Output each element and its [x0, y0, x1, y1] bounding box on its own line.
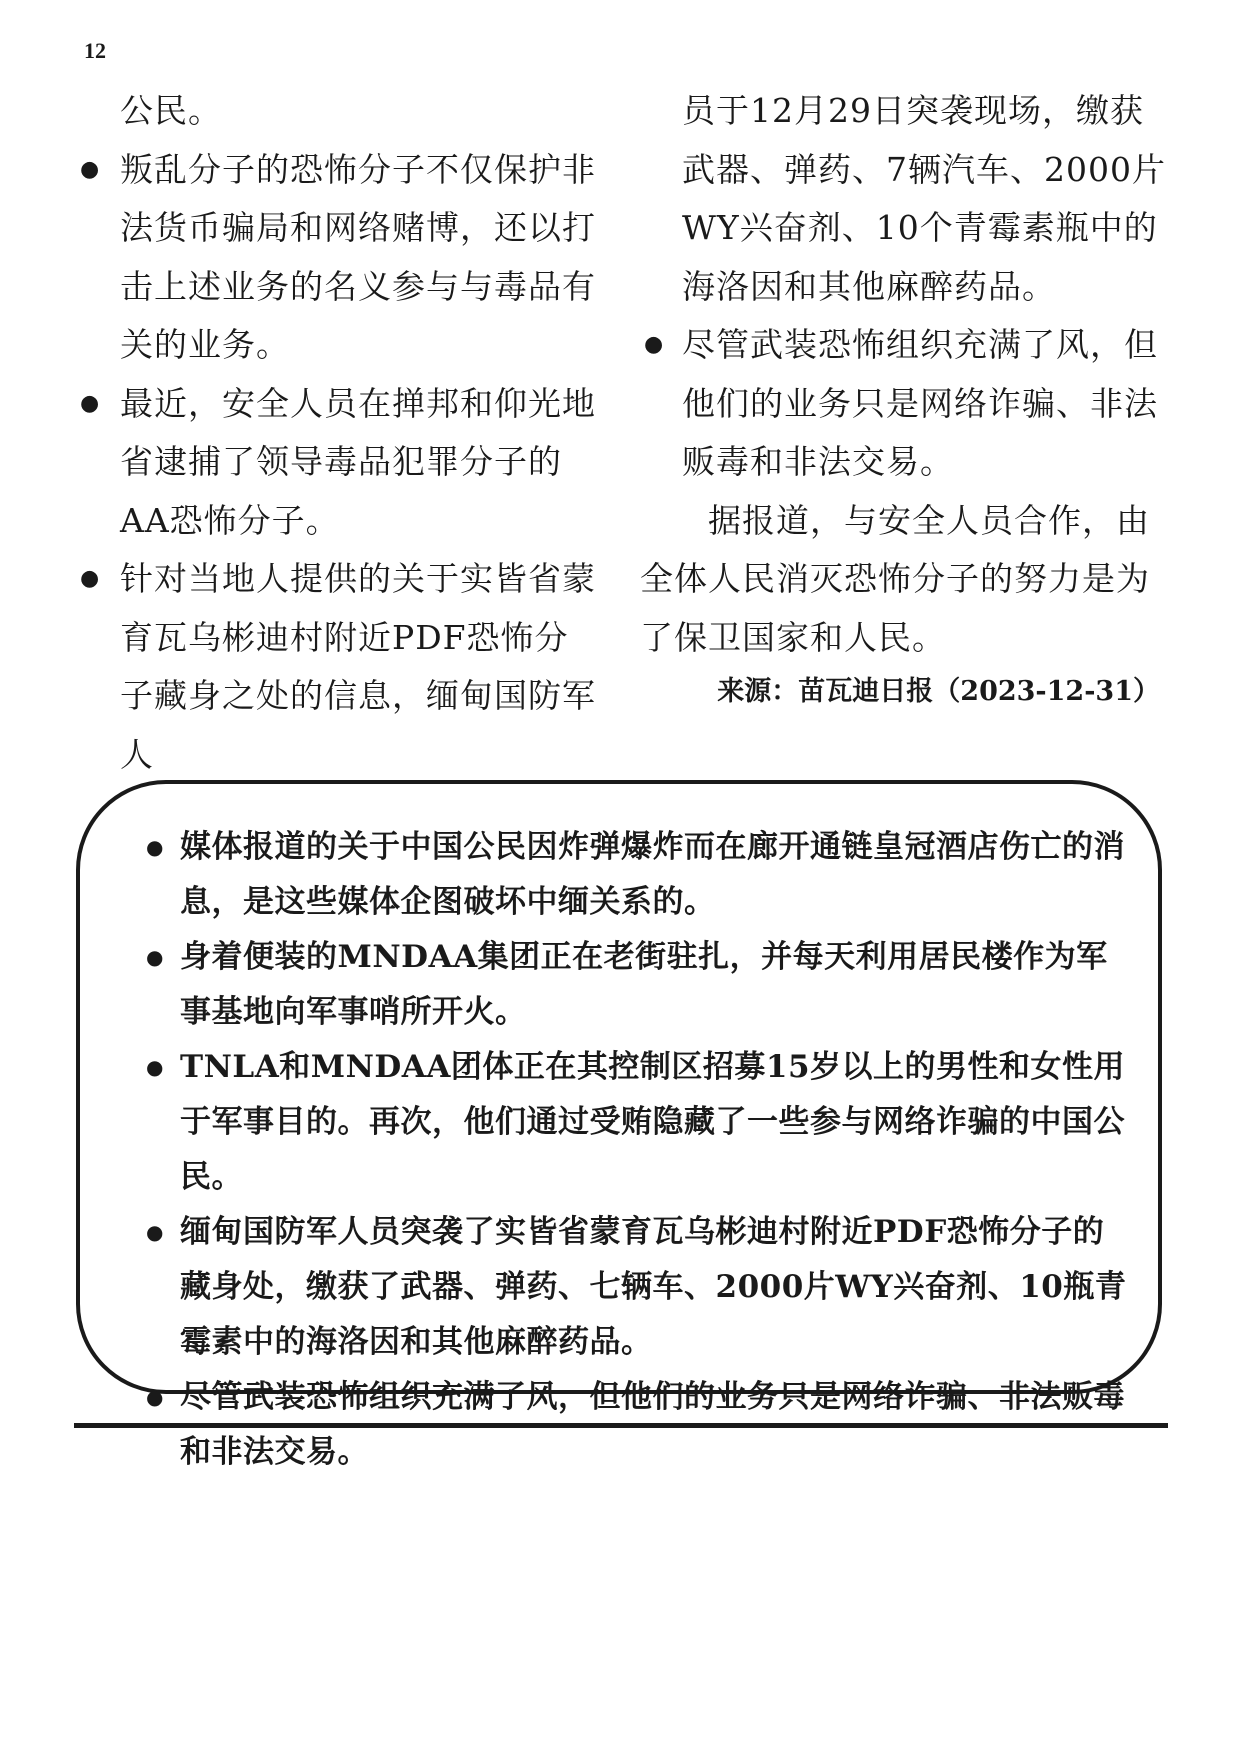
summary-item-text: 尽管武装恐怖组织充满了风，但他们的业务只是网络诈骗、非法贩毒和非法交易。: [180, 1379, 1125, 1470]
list-item-text: 尽管武装恐怖组织充满了风，但他们的业务只是网络诈骗、非法贩毒和非法交易。: [682, 325, 1158, 481]
right-bullet-list: [640, 316, 1170, 492]
bullet-icon: ●: [80, 156, 101, 182]
summary-item: [146, 1040, 1128, 1205]
summary-item-text: TNLA和MNDAA团体正在其控制区招募15岁以上的男性和女性用于军事目的。再次，他们通过受贿隐藏了一些参与网络诈骗的中国公民。: [180, 1049, 1126, 1195]
bullet-icon: ●: [146, 1055, 164, 1079]
list-item: [76, 141, 596, 375]
summary-item-text: 身着便装的MNDAA集团正在老街驻扎，并每天利用居民楼作为军事基地向军事哨所开火。: [180, 939, 1108, 1030]
source-citation: 来源：苗瓦迪日报（2023-12-31）: [717, 676, 1160, 707]
summary-bullet-list: [80, 784, 1158, 1480]
bullet-icon: ●: [644, 332, 665, 357]
bullet-icon: ●: [146, 835, 164, 859]
left-bullet-list: [76, 141, 596, 785]
list-item-text: 叛乱分子的恐怖分子不仅保护非法货币骗局和网络赌博，还以打击上述业务的名义参与与毒品有关的业务。: [120, 149, 596, 364]
left-column: [76, 82, 596, 784]
bullet-icon: ●: [146, 1220, 164, 1244]
right-continuation-text: 员于12月29日突袭现场，缴获武器、弹药、7辆汽车、2000片WY兴奋剂、10个青霉素瓶中的海洛因和其他麻醉药品。: [682, 91, 1166, 306]
right-column: [640, 82, 1170, 717]
bottom-divider: [74, 1423, 1168, 1428]
list-item: [76, 375, 596, 551]
summary-item: [146, 1205, 1128, 1370]
summary-item-text: 媒体报道的关于中国公民因炸弹爆炸而在廊开通链皇冠酒店伤亡的消息，是这些媒体企图破坏中缅关系的。: [180, 829, 1125, 920]
list-item-text: 最近，安全人员在掸邦和仰光地省逮捕了领导毒品犯罪分子的AA恐怖分子。: [120, 383, 596, 540]
summary-item: [146, 930, 1128, 1040]
bullet-icon: ●: [146, 945, 164, 969]
summary-box: [76, 780, 1162, 1470]
closing-paragraph: 据报道，与安全人员合作，由全体人民消灭恐怖分子的努力是为了保卫国家和人民。: [640, 500, 1150, 657]
left-continuation-text: 公民。: [120, 91, 222, 130]
list-item-text: 针对当地人提供的关于实皆省蒙育瓦乌彬迪村附近PDF恐怖分子藏身之处的信息，缅甸国防军人: [120, 559, 596, 774]
summary-item: [146, 820, 1128, 930]
page-number: 12: [84, 38, 106, 63]
bullet-icon: ●: [146, 1385, 164, 1409]
list-item: [640, 316, 1170, 492]
bullet-icon: ●: [80, 390, 101, 416]
list-item: [76, 550, 596, 784]
summary-item-text: 缅甸国防军人员突袭了实皆省蒙育瓦乌彬迪村附近PDF恐怖分子的藏身处，缴获了武器、弹药、七辆车、2000片WY兴奋剂、10瓶青霉素中的海洛因和其他麻醉药品。: [180, 1214, 1127, 1360]
bullet-icon: ●: [80, 566, 101, 591]
